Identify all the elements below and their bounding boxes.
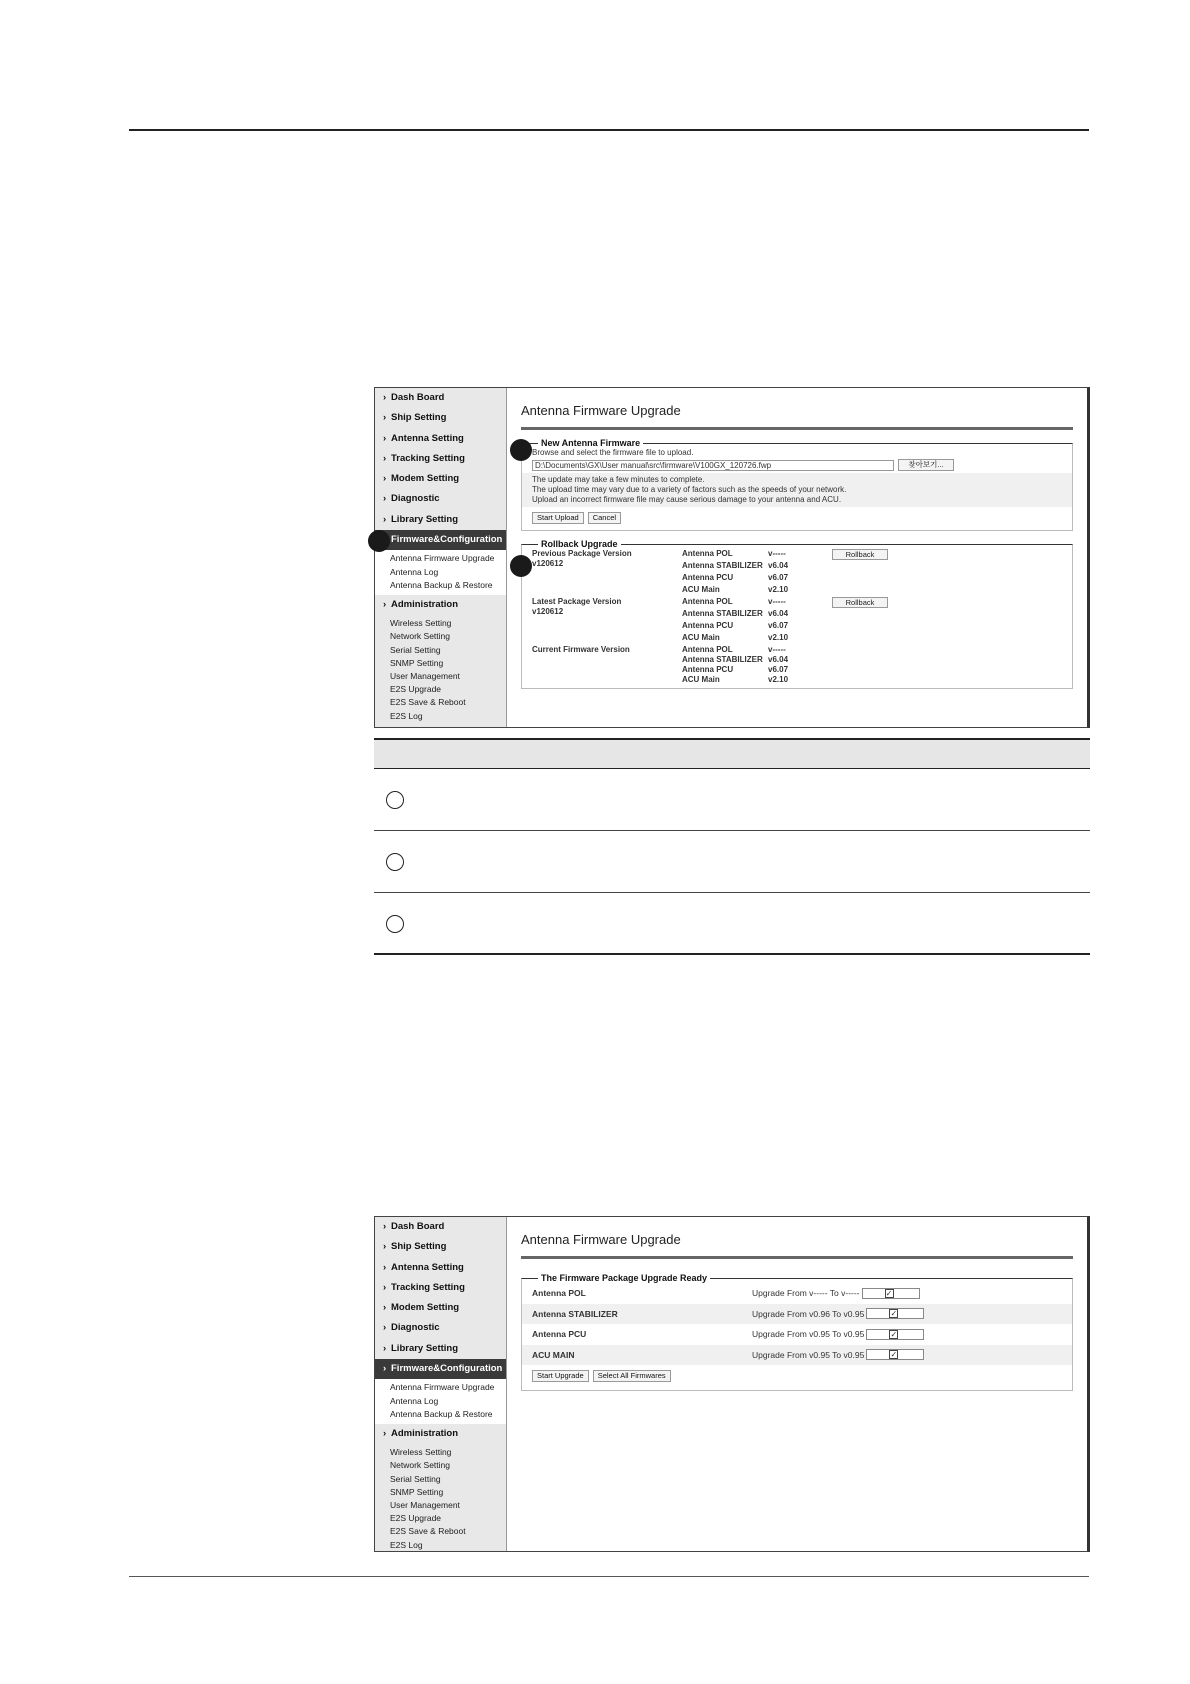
nav-e2s-upgrade[interactable]: E2S Upgrade [375,1512,506,1525]
upgrade-buttons [532,1370,1062,1382]
nav-ship-setting[interactable] [375,1237,506,1257]
nav-wireless-setting[interactable]: Wireless Setting [375,617,506,630]
page-title: Antenna Firmware Upgrade [521,1232,681,1247]
browse-button[interactable]: 찾아보기... [898,459,954,471]
title-divider [521,1256,1073,1259]
table-row [374,893,1090,955]
nav-e2s-save-reboot[interactable]: E2S Save & Reboot [375,696,506,709]
note-line: The update may take a few minutes to complete. [532,475,705,484]
chevron-right-icon: › [383,1302,387,1314]
nav-label: Library Setting [391,1342,459,1354]
component-name: Antenna STABILIZER [682,561,763,570]
chevron-right-icon: › [383,1363,387,1375]
nav-label: Administration [391,1427,459,1439]
upgrade-text: Upgrade From v----- To v----- [752,1288,860,1299]
component-version: v6.07 [768,621,789,630]
nav-label: Library Setting [391,513,459,525]
package-name: ACU MAIN [532,1349,575,1360]
nav-label: Ship Setting [391,1241,447,1253]
package-row-acu-main [522,1345,1072,1366]
nav-modem-setting[interactable] [375,1298,506,1318]
nav-library-setting[interactable] [375,1339,506,1359]
nav-modem-setting[interactable] [375,469,506,489]
nav-antenna-backup-restore[interactable]: Antenna Backup & Restore [375,1408,506,1421]
file-row [532,459,1062,471]
nav-administration[interactable] [375,1424,506,1444]
nav-network-setting[interactable]: Network Setting [375,1459,506,1472]
firmware-file-input[interactable]: D:\Documents\GX\User manual\src\firmware\V100GX_120726.fwp [532,460,894,471]
nav-label: Dash Board [391,1221,445,1232]
upload-buttons [532,512,1062,524]
package-ready-legend: The Firmware Package Upgrade Ready [541,1273,708,1283]
nav-label: Firmware&Configuration [391,534,503,546]
nav-diagnostic[interactable] [375,489,506,509]
current-firmware-label [532,645,682,685]
component-name: ACU Main [682,675,720,684]
select-all-firmwares-button[interactable]: Select All Firmwares [593,1370,671,1382]
chevron-right-icon: › [383,1221,387,1232]
chevron-right-icon: › [383,1427,387,1439]
chevron-right-icon: › [383,1261,387,1273]
component-name: Antenna PCU [682,665,734,674]
upgrade-text: Upgrade From v0.95 To v0.95 [752,1329,865,1340]
package-name: Antenna STABILIZER [532,1308,618,1319]
package-upgrade-info [752,1288,920,1299]
footer-rule [129,1576,1089,1577]
note-line: Upload an incorrect firmware file may cause serious damage to your antenna and ACU. [532,495,842,504]
nav-label: Ship Setting [391,412,447,424]
component-name: Antenna POL [682,549,733,558]
component-version: v6.07 [768,573,789,582]
new-firmware-section [521,438,1073,531]
sidebar [375,388,507,727]
upgrade-text: Upgrade From v0.95 To v0.95 [752,1349,865,1360]
latest-versions [682,597,832,645]
nav-firmware-configuration[interactable] [375,1359,506,1379]
package-name: Antenna POL [532,1288,586,1299]
package-upgrade-info [752,1349,924,1360]
chevron-right-icon: › [383,1241,387,1253]
nav-e2s-upgrade[interactable]: E2S Upgrade [375,683,506,696]
component-name: Antenna POL [682,597,733,606]
upgrade-text: Upgrade From v0.96 To v0.95 [752,1308,865,1319]
start-upgrade-button[interactable]: Start Upgrade [532,1370,589,1382]
package-row-antenna-pol [522,1283,1072,1304]
main-content [507,388,1087,727]
nav-antenna-backup-restore[interactable]: Antenna Backup & Restore [375,579,506,592]
nav-label: Antenna Setting [391,1261,464,1273]
chevron-right-icon: › [383,412,387,424]
package-name: Antenna PCU [532,1329,587,1340]
hollow-circle-icon [386,791,404,809]
nav-wireless-setting[interactable]: Wireless Setting [375,1446,506,1459]
component-name: ACU Main [682,633,720,642]
component-name: Antenna STABILIZER [682,609,763,618]
component-version: v2.10 [768,585,789,594]
nav-firmware-configuration[interactable] [375,530,506,550]
page-title: Antenna Firmware Upgrade [521,403,681,418]
callout-2-icon [510,439,532,461]
upgrade-checkbox[interactable] [866,1349,924,1360]
nav-label: Dash Board [391,392,445,403]
chevron-right-icon: › [383,473,387,485]
hollow-circle-icon [386,853,404,871]
nav-dash-board[interactable] [375,1217,506,1237]
table-header [374,738,1090,769]
group-version: v120612 [532,606,564,616]
rollback-section [521,539,1073,689]
nav-ship-setting[interactable] [375,408,506,428]
component-version: v2.10 [768,675,789,684]
callout-1-icon [368,530,390,552]
chevron-right-icon: › [383,1322,387,1334]
note-line: The upload time may vary due to a variety of factors such as the speeds of your network. [532,485,847,494]
chevron-right-icon: › [383,1342,387,1354]
nav-label: Tracking Setting [391,452,465,464]
nav-label: Firmware&Configuration [391,1363,503,1375]
sidebar [375,1217,507,1551]
chevron-right-icon: › [383,432,387,444]
nav-label: Tracking Setting [391,1281,465,1293]
upload-instruction: Browse and select the firmware file to upload. [532,448,694,457]
chevron-right-icon: › [383,452,387,464]
nav-user-management[interactable]: User Management [375,1499,506,1512]
chevron-right-icon: › [383,493,387,505]
callout-3-icon [510,555,532,577]
nav-label: Modem Setting [391,473,460,485]
nav-serial-setting[interactable]: Serial Setting [375,644,506,657]
group-label: Latest Package Version [532,597,622,606]
rollback-latest-button[interactable]: Rollback [832,597,888,608]
hollow-circle-icon [386,915,404,933]
title-divider [521,427,1073,430]
cancel-button[interactable]: Cancel [588,512,621,524]
nav-dash-board[interactable] [375,388,506,408]
previous-package-row [532,549,1062,597]
nav-snmp-setting[interactable]: SNMP Setting [375,1486,506,1499]
component-version: v2.10 [768,633,789,642]
nav-antenna-setting[interactable] [375,1258,506,1278]
upgrade-checkbox[interactable] [866,1308,924,1319]
chevron-right-icon: › [383,598,387,610]
start-upload-button[interactable]: Start Upload [532,512,584,524]
rollback-previous-button[interactable]: Rollback [832,549,888,560]
latest-package-row [532,597,1062,645]
admin-submenu [375,615,506,726]
package-row-antenna-pcu [522,1324,1072,1345]
nav-snmp-setting[interactable]: SNMP Setting [375,657,506,670]
checkmark-icon: ✓ [890,1309,898,1319]
nav-library-setting[interactable] [375,510,506,530]
nav-e2s-log[interactable]: E2S Log [375,1539,506,1552]
component-name: Antenna STABILIZER [682,655,763,664]
chevron-right-icon: › [383,392,387,403]
component-name: Antenna PCU [682,573,734,582]
table-row [374,769,1090,831]
nav-administration[interactable] [375,595,506,615]
latest-package-label [532,597,682,645]
component-version: v6.04 [768,609,789,618]
nav-user-management[interactable]: User Management [375,670,506,683]
package-ready-section [521,1273,1073,1391]
nav-diagnostic[interactable] [375,1318,506,1338]
rollback-legend: Rollback Upgrade [541,539,618,549]
chevron-right-icon: › [383,513,387,525]
nav-tracking-setting[interactable] [375,449,506,469]
component-version: v----- [768,549,786,558]
current-versions [682,645,832,685]
previous-package-label [532,549,682,597]
checkmark-icon: ✓ [890,1350,898,1360]
package-upgrade-info [752,1308,924,1319]
nav-label: Administration [391,598,459,610]
component-name: ACU Main [682,585,720,594]
header-rule [129,129,1089,131]
previous-versions [682,549,832,597]
nav-antenna-firmware-upgrade[interactable]: Antenna Firmware Upgrade [375,1381,506,1394]
component-version: v6.07 [768,665,789,674]
chevron-right-icon: › [383,1281,387,1293]
nav-antenna-setting[interactable] [375,429,506,449]
nav-e2s-save-reboot[interactable]: E2S Save & Reboot [375,1525,506,1538]
package-row-antenna-stabilizer [522,1304,1072,1325]
table-row [374,831,1090,893]
upgrade-checkbox[interactable] [862,1288,920,1299]
group-label: Current Firmware Version [532,645,630,654]
nav-label: Modem Setting [391,1302,460,1314]
component-name: Antenna POL [682,645,733,654]
nav-label: Diagnostic [391,493,440,505]
component-version: v6.04 [768,655,789,664]
component-version: v----- [768,645,786,654]
new-firmware-legend: New Antenna Firmware [541,438,641,448]
nav-e2s-log[interactable]: E2S Log [375,710,506,723]
screenshot-firmware-upgrade [374,387,1090,728]
description-table [374,738,1090,955]
checkmark-icon: ✓ [885,1288,893,1298]
group-version: v120612 [532,558,564,568]
checkmark-icon: ✓ [890,1329,898,1339]
nav-network-setting[interactable]: Network Setting [375,630,506,643]
component-version: v6.04 [768,561,789,570]
upload-notes [522,473,1072,507]
screenshot-package-upgrade [374,1216,1090,1552]
group-label: Previous Package Version [532,549,632,558]
admin-submenu [375,1444,506,1552]
nav-label: Diagnostic [391,1322,440,1334]
upgrade-checkbox[interactable] [866,1329,924,1340]
nav-label: Antenna Setting [391,432,464,444]
main-content [507,1217,1087,1551]
nav-serial-setting[interactable]: Serial Setting [375,1473,506,1486]
package-upgrade-info [752,1329,924,1340]
nav-tracking-setting[interactable] [375,1278,506,1298]
component-version: v----- [768,597,786,606]
component-name: Antenna PCU [682,621,734,630]
nav-antenna-firmware-upgrade[interactable]: Antenna Firmware Upgrade [375,552,506,565]
current-firmware-row [532,645,1062,685]
nav-antenna-log[interactable]: Antenna Log [375,566,506,579]
nav-antenna-log[interactable]: Antenna Log [375,1395,506,1408]
firmware-submenu [375,550,506,595]
firmware-submenu [375,1379,506,1424]
